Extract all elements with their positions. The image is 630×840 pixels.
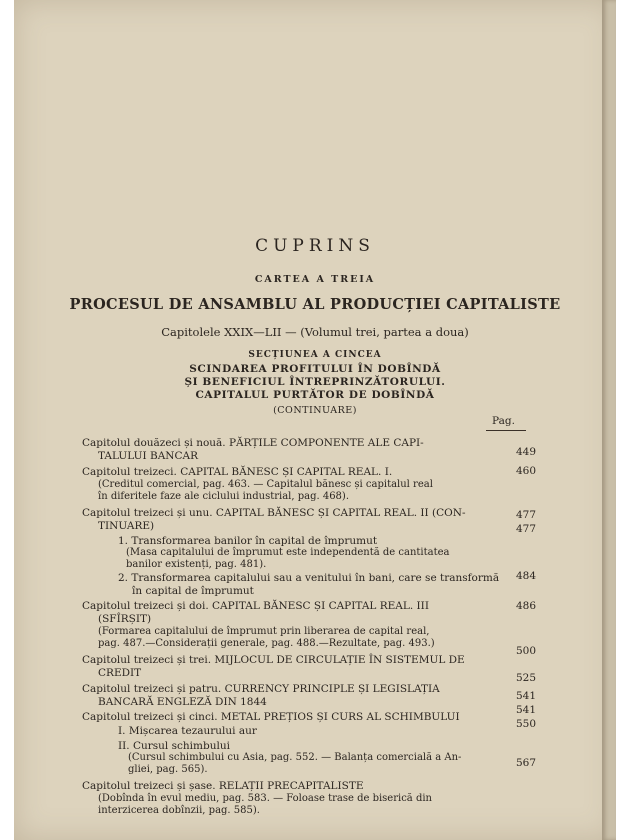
toc-entry-35-2-line-2: (Cursul schimbului cu Asia, pag. 552. — Balanța comercială a An- (128, 752, 462, 763)
toc-entry-30-line-3: în diferitele faze ale ciclului industrial, pag. 468). (98, 491, 350, 502)
toc-entry-31-1-line-1[interactable]: 1. Transformarea banilor în capital de împrumut (118, 535, 378, 547)
page-column-header: Pag. (492, 415, 515, 427)
section-title-line-2: ȘI BENEFICIUL ÎNTREPRINZĂTORULUI. (184, 376, 446, 388)
section-title-line-1: SCINDAREA PROFITULUI ÎN DOBÎNDĂ (189, 363, 441, 375)
toc-entry-36-line-2: (Dobînda în evul mediu, pag. 583. — Foloase trase de biserică din (98, 793, 432, 804)
toc-page-32: 486 (515, 600, 536, 612)
book-page (14, 0, 616, 840)
toc-page-31-1: 477 (515, 523, 536, 535)
toc-title: CUPRINS (255, 236, 375, 256)
section-title-line-3: CAPITALUL PURTĂTOR DE DOBÎNDĂ (195, 389, 435, 401)
toc-entry-31-1-line-3: banilor existenți, pag. 481). (126, 559, 267, 570)
book-label: CARTEA A TREIA (254, 274, 376, 285)
toc-entry-32-line-4: pag. 487.—Considerații generale, pag. 488.—Rezultate, pag. 493.) (98, 638, 435, 649)
toc-page-31-2: 484 (515, 570, 536, 582)
toc-entry-36-line-3: interzicerea dobînzii, pag. 585). (98, 805, 260, 816)
toc-entry-34-line-1[interactable]: Capitolul treizeci și patru. CURRENCY PRINCIPLE ȘI LEGISLAȚIA (82, 683, 440, 695)
toc-entry-31-line-1[interactable]: Capitolul treizeci și unu. CAPITAL BĂNESC ȘI CAPITAL REAL. II (CON- (82, 507, 466, 519)
toc-page-35-1: 541 (515, 704, 536, 716)
toc-entry-31-2-line-2: în capital de împrumut (132, 585, 254, 597)
toc-entry-31-2-line-1[interactable]: 2. Transformarea capitalului sau a venitului în bani, care se transformă (118, 572, 500, 584)
toc-entry-33-line-2: CREDIT (98, 667, 142, 679)
section-label: SECȚIUNEA A CINCEA (248, 350, 382, 360)
toc-page-34: 525 (515, 672, 536, 684)
toc-page-36: 567 (515, 757, 536, 769)
toc-entry-35-2-line-3: gliei, pag. 565). (128, 764, 208, 775)
toc-entry-35-line-1[interactable]: Capitolul treizeci și cinci. METAL PREȚIOS ȘI CURS AL SCHIMBULUI (82, 711, 460, 723)
toc-entry-32-line-2: (SFÎRȘIT) (98, 613, 152, 625)
continuation-note: (CONTINUARE) (273, 405, 357, 416)
page-column-rule (486, 430, 526, 431)
toc-entry-31-1-line-2: (Masa capitalului de împrumut este independentă de cantitatea (126, 547, 450, 558)
toc-entry-34-line-2: BANCARĂ ENGLEZĂ DIN 1844 (98, 696, 267, 708)
toc-entry-32-line-1[interactable]: Capitolul treizeci și doi. CAPITAL BĂNESC ȘI CAPITAL REAL. III (82, 600, 429, 612)
toc-entry-35-1[interactable]: I. Mișcarea tezaurului aur (118, 725, 257, 737)
toc-entry-35-2-line-1[interactable]: II. Cursul schimbului (118, 740, 230, 752)
chapters-range: Capitolele XXIX—LII — (Volumul trei, partea a doua) (161, 325, 469, 339)
toc-page-29: 449 (515, 446, 536, 458)
toc-page-35-2: 550 (515, 718, 536, 730)
toc-entry-31-line-2: TINUARE) (98, 520, 155, 532)
toc-entry-32-line-3: (Formarea capitalului de împrumut prin liberarea de capital real, (98, 626, 430, 637)
toc-page-33: 500 (515, 645, 536, 657)
toc-entry-29-line-2: TALULUI BANCAR (98, 450, 199, 462)
toc-entry-29-line-1[interactable]: Capitolul douăzeci și nouă. PĂRȚILE COMPONENTE ALE CAPI- (82, 437, 424, 449)
toc-page-35: 541 (515, 690, 536, 702)
book-edge (602, 0, 616, 840)
toc-entry-36-line-1[interactable]: Capitolul treizeci și șase. RELAȚII PRECAPITALISTE (82, 780, 364, 792)
toc-page-31: 477 (515, 509, 536, 521)
toc-page-30: 460 (515, 465, 536, 477)
toc-entry-33-line-1[interactable]: Capitolul treizeci și trei. MIJLOCUL DE CIRCULAȚIE ÎN SISTEMUL DE (82, 654, 465, 666)
toc-entry-30-line-2: (Creditul comercial, pag. 463. — Capitalul bănesc și capitalul real (98, 479, 433, 490)
toc-entry-30-line-1[interactable]: Capitolul treizeci. CAPITAL BĂNESC ȘI CAPITAL REAL. I. (82, 466, 393, 478)
book-heading: PROCESUL DE ANSAMBLU AL PRODUCȚIEI CAPITALISTE (69, 296, 561, 313)
